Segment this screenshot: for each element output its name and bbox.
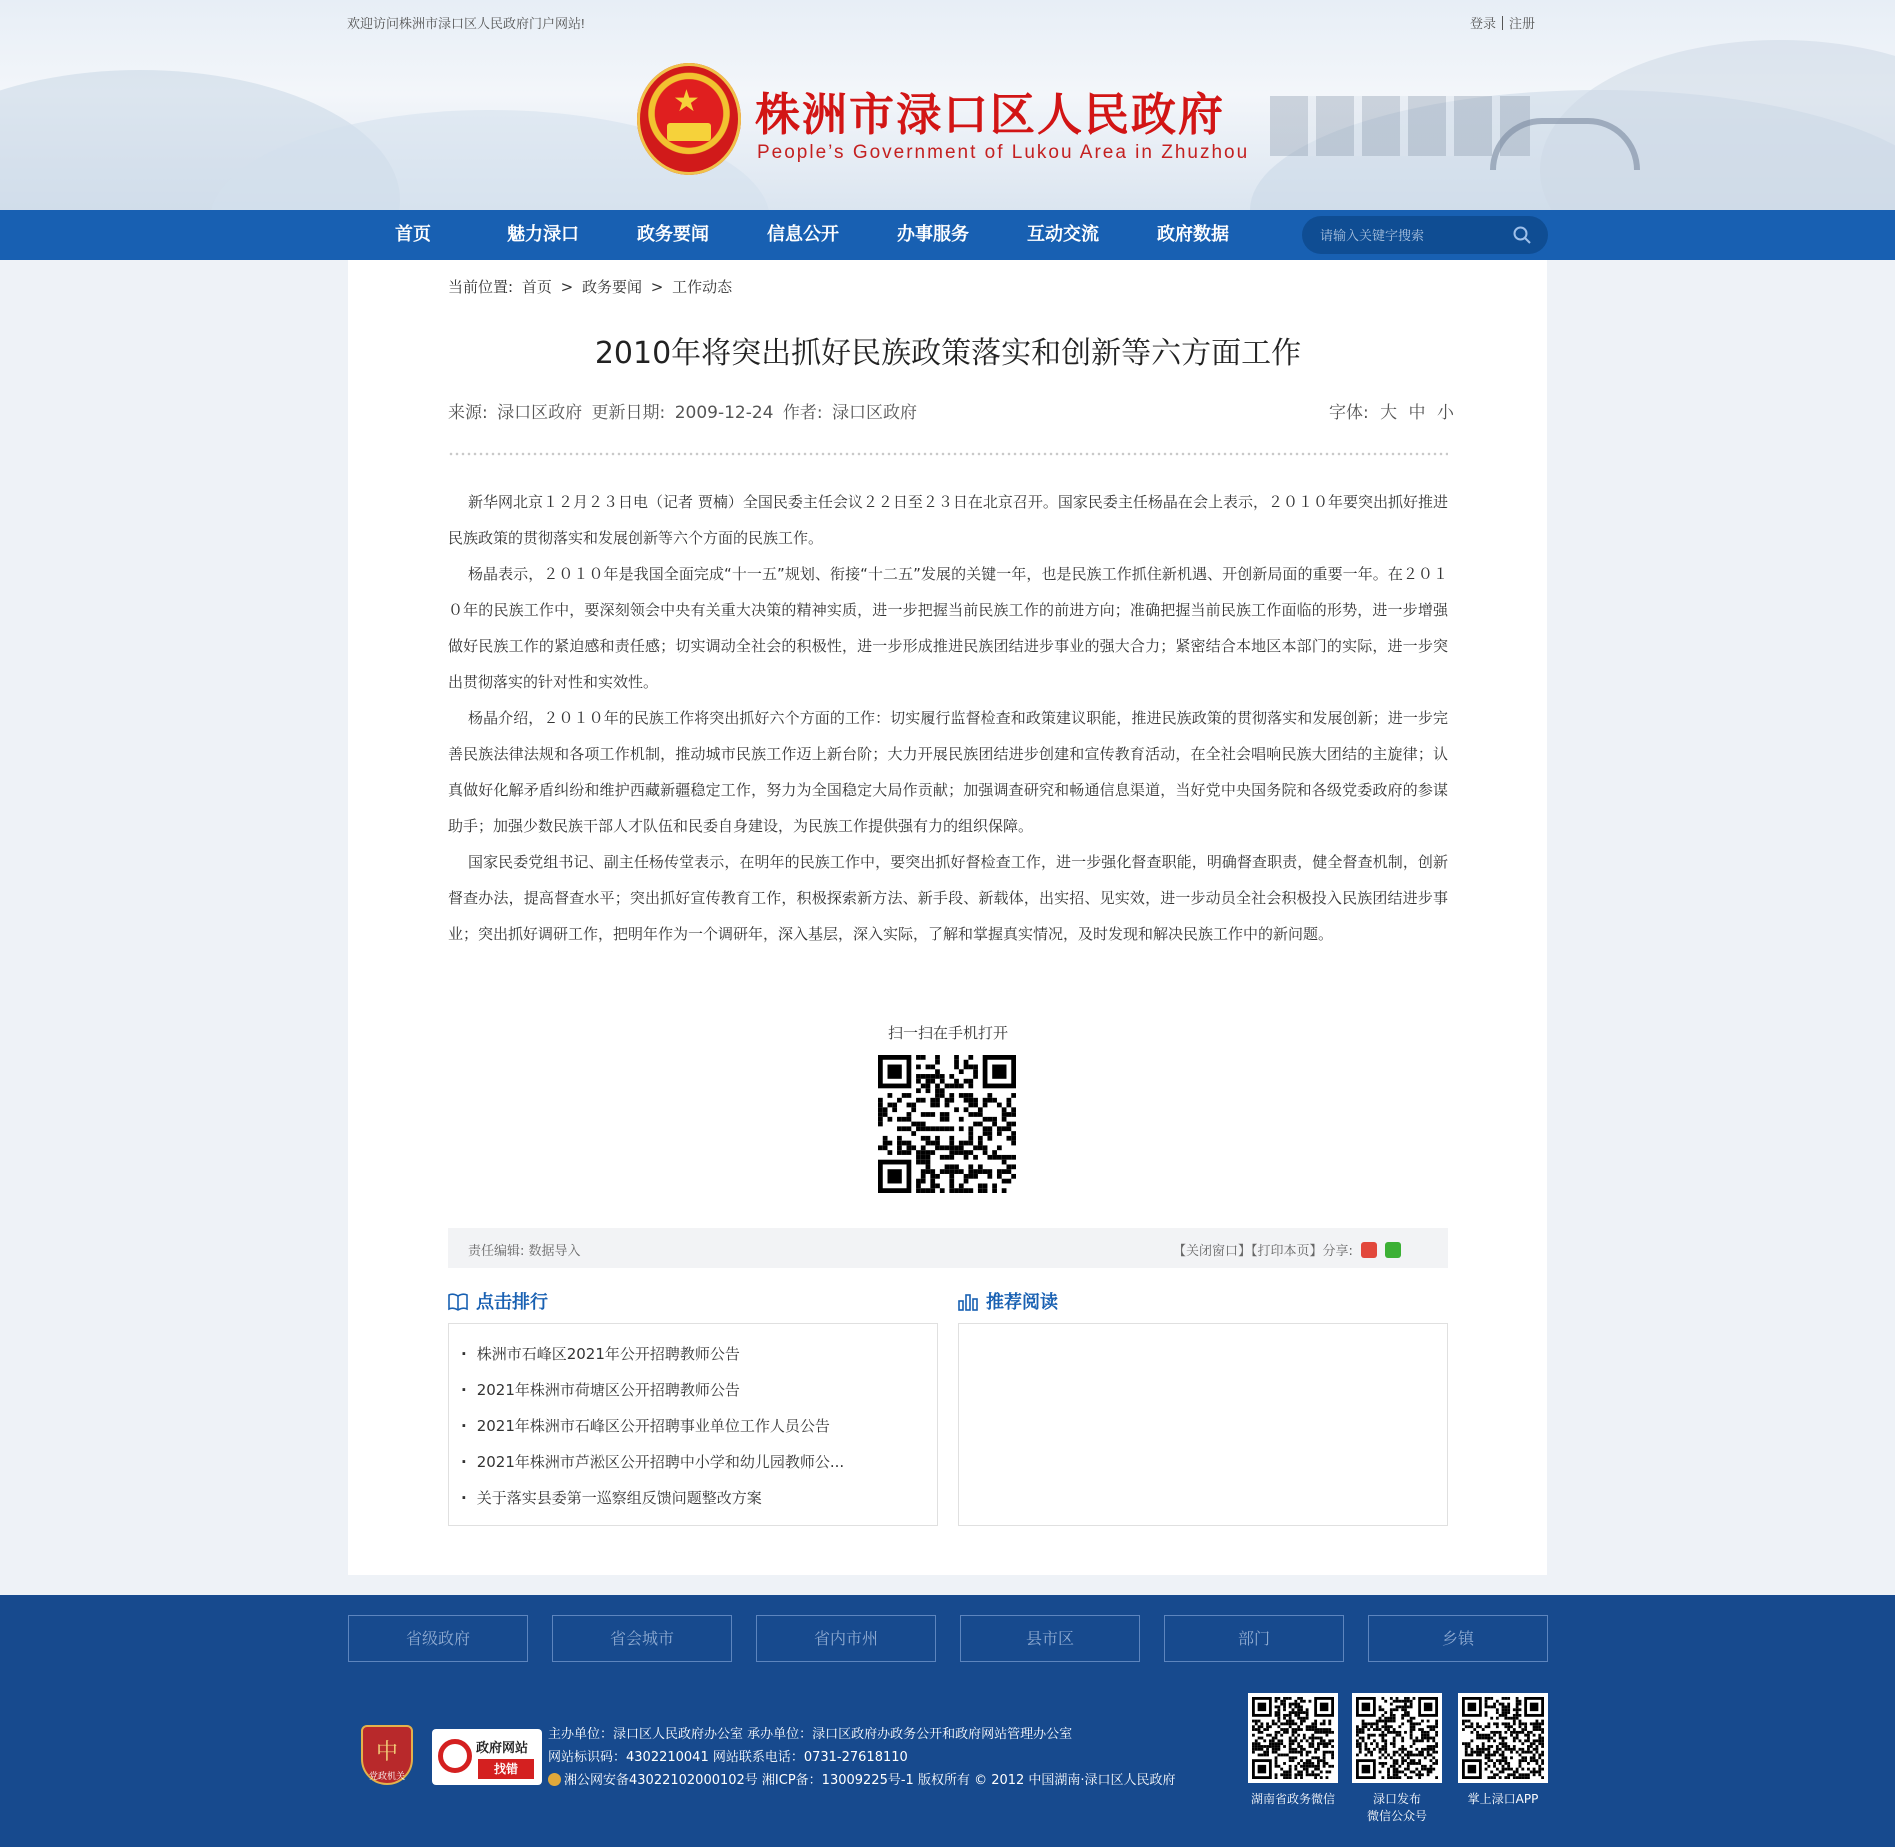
link-townships[interactable]: 乡镇 — [1368, 1615, 1548, 1662]
site-title: 株洲市渌口区人民政府 — [755, 88, 1226, 141]
article-container — [348, 260, 1547, 1575]
houses-decoration — [1270, 96, 1530, 156]
date-value: 2009-12-24 — [674, 403, 774, 423]
recommend-title: 推荐阅读 — [986, 1292, 1058, 1313]
ranking-item[interactable]: · 关于落实县委第一巡察组反馈问题整改方案 — [461, 1480, 925, 1516]
bar-chart-icon — [958, 1293, 978, 1311]
article-title: 2010年将突出抓好民族政策落实和创新等六方面工作 — [594, 336, 1302, 371]
wechat-share-icon[interactable] — [1385, 1242, 1401, 1258]
qr-code-icon — [878, 1055, 1016, 1193]
breadcrumb-government-news[interactable]: 政务要闻 — [582, 278, 643, 296]
recommend-list-box — [958, 1323, 1448, 1526]
qr-label-lukou-wechat — [1337, 1791, 1457, 1825]
jiucuo-bottom-label: 找错 — [478, 1759, 534, 1779]
qr-label: 扫一扫在手机打开 — [887, 1024, 1008, 1042]
ranking-list — [449, 1324, 937, 1528]
nav-home[interactable]: 首页 — [395, 224, 431, 245]
article-meta — [448, 398, 921, 423]
party-government-badge[interactable]: 中 党政机关 — [361, 1725, 413, 1785]
weibo-share-icon[interactable] — [1361, 1242, 1377, 1258]
ranking-item[interactable]: · 2021年株洲市石峰区公开招聘事业单位工作人员公告 — [461, 1408, 925, 1444]
link-provincial-government[interactable]: 省级政府 — [348, 1615, 528, 1662]
website-error-report-badge[interactable] — [432, 1729, 542, 1785]
account-links — [1470, 13, 1535, 32]
login-link[interactable]: 登录 — [1470, 16, 1497, 31]
recommend-heading — [958, 1288, 1058, 1314]
link-departments[interactable]: 部门 — [1164, 1615, 1344, 1662]
site-footer — [0, 1595, 1895, 1847]
nav-information-disclosure[interactable]: 信息公开 — [767, 224, 839, 245]
breadcrumb-work-updates[interactable]: 工作动态 — [672, 278, 733, 296]
search-input[interactable] — [1320, 225, 1500, 245]
nav-charm-lukou[interactable]: 魅力渌口 — [507, 224, 579, 245]
jiucuo-top-label: 政府网站 — [476, 1741, 529, 1756]
font-size-label: 字体: — [1329, 403, 1369, 423]
font-large-button[interactable]: 大 — [1380, 403, 1398, 423]
qr-label-line: 微信公众号 — [1366, 1809, 1427, 1823]
breadcrumb-label: 当前位置: — [448, 278, 514, 296]
qr-code-icon — [1352, 1693, 1442, 1783]
divider — [1502, 16, 1503, 30]
share-label: 分享: — [1322, 1244, 1353, 1259]
ranking-item[interactable]: · 2021年株洲市荷塘区公开招聘教师公告 — [461, 1372, 925, 1408]
qr-code-icon — [1248, 1693, 1338, 1783]
editor-name: 数据导入 — [528, 1244, 581, 1259]
welcome-text: 欢迎访问株洲市渌口区人民政府门户网站! — [347, 16, 585, 31]
breadcrumb — [448, 276, 736, 297]
article-body — [448, 484, 1448, 952]
link-counties[interactable]: 县市区 — [960, 1615, 1140, 1662]
book-icon — [448, 1293, 468, 1311]
article-paragraph: 国家民委党组书记、副主任杨传堂表示，在明年的民族工作中，要突出抓好督检查工作，进一步强化督查职能，明确督查职责，健全督查机制，创新督查办法，提高督查水平；突出抓好宣传教育工作，积极探索新方法、新手段、新载体，出实招、见实效，进一步动员全社会积极投入民族团结进步事业；突出抓好调研工作，把明年作为一个调研年，深入基层，深入实际，了解和掌握真实情况，及时发现和解决民族工作中的新问题。 — [448, 853, 1448, 943]
register-link[interactable]: 注册 — [1509, 16, 1536, 31]
nav-interaction[interactable]: 互动交流 — [1027, 224, 1099, 245]
site-header — [0, 0, 1895, 210]
article-paragraph: 新华网北京１２月２３日电（记者 贾楠）全国民委主任会议２２日至２３日在北京召开。国家民委主任杨晶在会上表示，２０１０年要突出抓好推进民族政策的贯彻落实和发展创新等六个方面的民族工作。 — [448, 493, 1448, 547]
article-paragraph: 杨晶表示，２０１０年是我国全面完成“十一五”规划、衔接“十二五”发展的关键一年，也是民族工作抓住新机遇、开创新局面的重要一年。在２０１０年的民族工作中，要深刻领会中央有关重大决策的精神实质，进一步把握当前民族工作的前进方向；准确把握当前民族工作面临的形势，进一步增强做好民族工作的紧迫感和责任感；切实调动全社会的积极性，进一步形成推进民族团结进步事业的强大合力；紧密结合本地区本部门的实际，进一步突出贯彻落实的针对性和实效性。 — [448, 565, 1448, 691]
ranking-heading — [448, 1288, 548, 1314]
link-provincial-capitals[interactable]: 省会城市 — [552, 1615, 732, 1662]
font-medium-button[interactable]: 中 — [1408, 403, 1426, 423]
qr-code-icon — [1458, 1693, 1548, 1783]
close-window-link[interactable]: 【关闭窗口】 — [1173, 1244, 1252, 1259]
link-cities-in-province[interactable]: 省内市州 — [756, 1615, 936, 1662]
nav-government-news[interactable]: 政务要闻 — [637, 224, 709, 245]
site-subtitle: People’s Government of Lukou Area in Zhuzhou — [757, 142, 1250, 163]
editor-label: 责任编辑: — [468, 1244, 525, 1259]
party-badge-label: 党政机关 — [368, 1772, 405, 1782]
qr-label-hunan — [1233, 1791, 1353, 1808]
dotted-divider — [448, 451, 1448, 457]
author-label: 作者: — [782, 403, 823, 423]
footer-info — [548, 1723, 1176, 1792]
copyright-row — [548, 1769, 1176, 1792]
breadcrumb-separator: > — [650, 278, 664, 296]
ranking-item[interactable]: · 株洲市石峰区2021年公开招聘教师公告 — [461, 1336, 925, 1372]
author-value: 渌口区政府 — [832, 403, 918, 423]
police-badge-icon — [548, 1773, 561, 1786]
nav-services[interactable]: 办事服务 — [897, 224, 969, 245]
qr-label-line: 湖南省政务微信 — [1250, 1792, 1335, 1806]
editor-info — [468, 1240, 581, 1259]
search-box — [1302, 216, 1548, 254]
site-id-line: 网站标识码：4302210041 网站联系电话：0731-27618110 — [548, 1750, 908, 1765]
national-emblem-icon: ★ — [637, 63, 741, 175]
editor-bar — [448, 1228, 1448, 1268]
print-page-link[interactable]: 【打印本页】 — [1251, 1244, 1323, 1259]
ranking-item[interactable]: · 2021年株洲市芦淞区公开招聘中小学和幼儿园教师公... — [461, 1444, 925, 1480]
magnifier-icon — [438, 1739, 472, 1773]
ranking-list-box — [448, 1323, 938, 1526]
breadcrumb-home[interactable]: 首页 — [521, 278, 552, 296]
breadcrumb-separator: > — [560, 278, 574, 296]
ranking-title: 点击排行 — [476, 1292, 548, 1313]
search-icon[interactable] — [1512, 225, 1532, 245]
qr-label-app — [1443, 1791, 1563, 1808]
qr-label-line: 渌口发布 — [1372, 1792, 1421, 1806]
main-nav — [0, 210, 1895, 260]
organizer-line: 主办单位：渌口区人民政府办公室 承办单位：渌口区政府办政务公开和政府网站管理办公室 — [548, 1727, 1073, 1742]
date-label: 更新日期: — [591, 403, 666, 423]
source-value: 渌口区政府 — [497, 403, 583, 423]
qr-label-line: 掌上渌口APP — [1467, 1792, 1539, 1806]
article-paragraph: 杨晶介绍，２０１０年的民族工作将突出抓好六个方面的工作：切实履行监督检查和政策建议职能，推进民族政策的贯彻落实和发展创新；进一步完善民族法律法规和各项工作机制，推动城市民族工作迈上新台阶；大力开展民族团结进步创建和宣传教育活动，在全社会唱响民族大团结的主旋律；认真做好化解矛盾纠纷和维护西藏新疆稳定工作，努力为全国稳定大局作贡献；加强调查研究和畅通信息渠道，当好党中央国务院和各级党委政府的参谋助手；加强少数民族干部人才队伍和民委自身建设，为民族工作提供强有力的组织保障。 — [448, 709, 1448, 835]
font-size-controls — [1329, 398, 1454, 423]
font-small-button[interactable]: 小 — [1436, 403, 1454, 423]
nav-government-data[interactable]: 政府数据 — [1157, 224, 1229, 245]
source-label: 来源: — [448, 403, 488, 423]
copyright-line: 湘公网安备43022102000102号 湘ICP备：13009225号-1 版权所有 © 2012 中国湖南·渌口区人民政府 — [564, 1773, 1176, 1788]
article-actions — [1173, 1240, 1401, 1259]
